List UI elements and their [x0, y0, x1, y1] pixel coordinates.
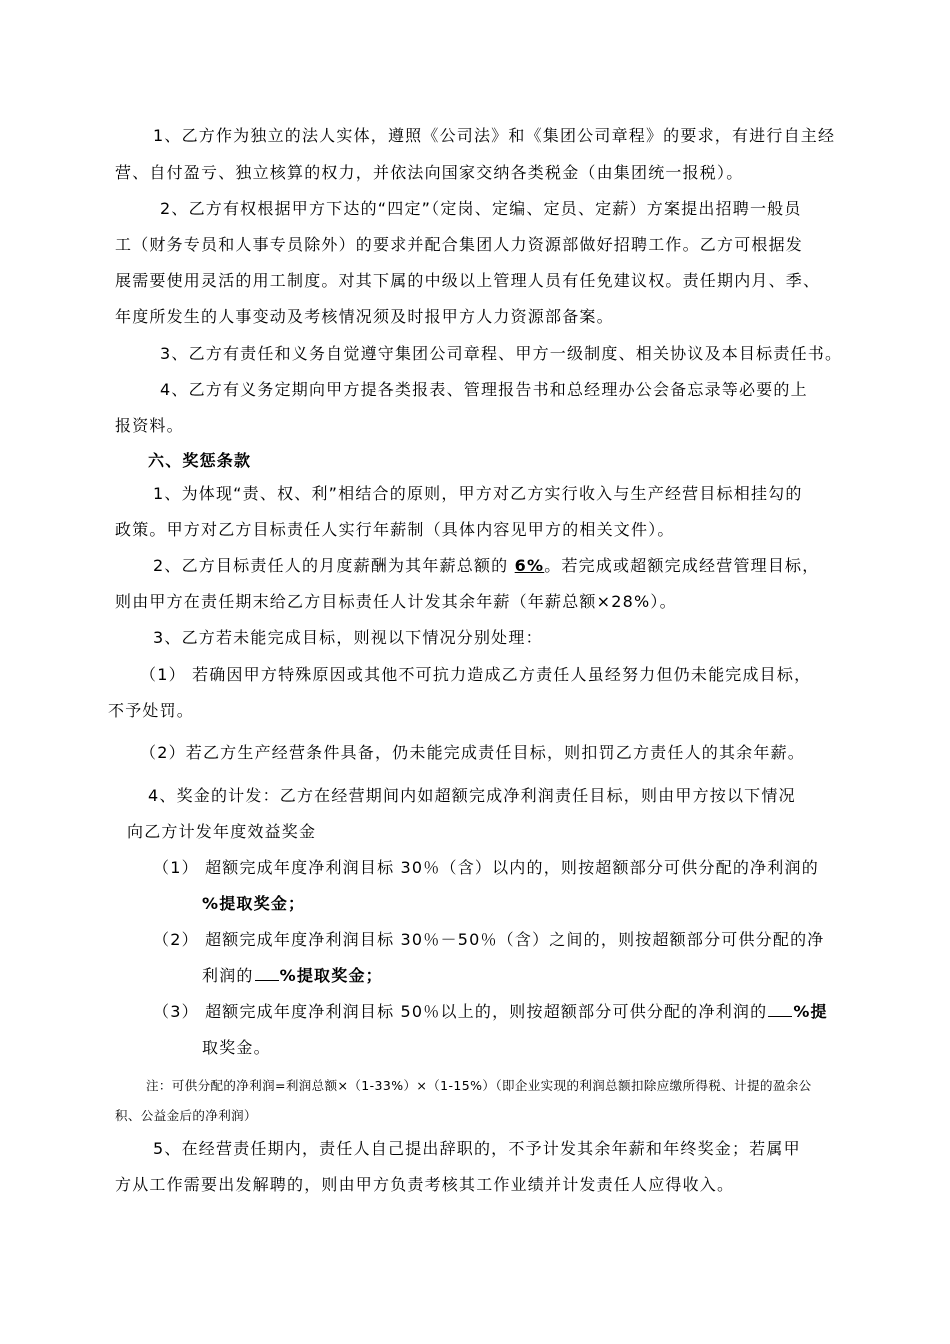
bonus-item-1-line-2: %提取奖金；	[202, 894, 306, 913]
bonus-item-3-text-b: %提	[793, 1002, 828, 1021]
reward-para-1-line-1: 1、为体现“责、权、利”相结合的原则，甲方对乙方实行收入与生产经营目标相挂勾的	[153, 484, 803, 503]
section-6-heading: 六、奖惩条款	[148, 451, 252, 470]
reward-para-2-text-a: 2、乙方目标责任人的月度薪酬为其年薪总额的	[153, 556, 515, 575]
bonus-para-line-1: 4、奖金的计发：乙方在经营期间内如超额完成净利润责任目标，则由甲方按以下情况	[148, 786, 796, 805]
clause-2-line-3: 展需要使用灵活的用工制度。对其下属的中级以上管理人员有任免建议权。责任期内月、季、	[115, 271, 821, 290]
reward-para-3-line-1: 3、乙方若未能完成目标，则视以下情况分别处理：	[153, 628, 543, 647]
reward-para-5-line-1: 5、在经营责任期内，责任人自己提出辞职的，不予计发其余年薪和年终奖金；若属甲	[153, 1139, 801, 1158]
reward-para-2-text-b: 。若完成或超额完成经营管理目标，	[544, 556, 820, 575]
clause-2-line-4: 年度所发生的人事变动及考核情况须及时报甲方人力资源部备案。	[115, 307, 614, 326]
penalty-item-1-line-2: 不予处罚。	[108, 701, 195, 720]
bonus-item-3-line-2: 取奖金。	[202, 1038, 271, 1057]
bonus-item-2-text-a: 利润的	[202, 966, 254, 985]
bonus-item-2-text-b: %提取奖金；	[279, 966, 383, 985]
reward-para-1-line-2: 政策。甲方对乙方目标责任人实行年薪制（具体内容见甲方的相关文件）。	[115, 520, 675, 539]
bonus-item-1-line-1: （1） 超额完成年度净利润目标 30％（含）以内的，则按超额部分可供分配的净利润的	[153, 858, 819, 877]
bonus-item-3-blank	[768, 1002, 792, 1017]
clause-2-line-2: 工（财务专员和人事专员除外）的要求并配合集团人力资源部做好招聘工作。乙方可根据发	[115, 235, 804, 254]
clause-4-line-1: 4、乙方有义务定期向甲方提各类报表、管理报告书和总经理办公会备忘录等必要的上	[160, 380, 808, 399]
clause-1-line-2: 营、自付盈亏、独立核算的权力，并依法向国家交纳各类税金（由集团统一报税）。	[115, 163, 744, 182]
bonus-item-2-line-2	[202, 965, 383, 987]
bonus-item-2-line-1: （2） 超额完成年度净利润目标 30％－50％（含）之间的，则按超额部分可供分配的净	[153, 930, 825, 949]
monthly-pay-percent: 6%	[514, 556, 545, 575]
reward-para-2-line-2: 则由甲方在责任期末给乙方目标责任人计发其余年薪（年薪总额×28%）。	[115, 592, 677, 611]
clause-2-line-1: 2、乙方有权根据甲方下达的“四定”（定岗、定编、定员、定薪）方案提出招聘一般员	[160, 199, 802, 218]
reward-para-2-line-1	[153, 555, 819, 577]
penalty-item-1-line-1: （1） 若确因甲方特殊原因或其他不可抗力造成乙方责任人虽经努力但仍未能完成目标，	[140, 665, 812, 684]
clause-1-line-1: 1、乙方作为独立的法人实体，遵照《公司法》和《集团公司章程》的要求，有进行自主经	[153, 126, 836, 145]
clause-3-line-1: 3、乙方有责任和义务自觉遵守集团公司章程、甲方一级制度、相关协议及本目标责任书。	[160, 344, 843, 363]
reward-para-5-line-2: 方从工作需要出发解聘的，则由甲方负责考核其工作业绩并计发责任人应得收入。	[115, 1175, 735, 1194]
bonus-item-3-line-1	[153, 1001, 828, 1023]
bonus-item-3-text-a: （3） 超额完成年度净利润目标 50％以上的，则按超额部分可供分配的净利润的	[153, 1002, 768, 1021]
penalty-item-2: （2）若乙方生产经营条件具备，仍未能完成责任目标，则扣罚乙方责任人的其余年薪。	[140, 743, 805, 762]
bonus-item-2-blank	[255, 966, 279, 981]
note-line-1: 注：可供分配的净利润=利润总额×（1-33%）×（1-15%）（即企业实现的利润总额扣除应缴所得税、计提的盈余公	[146, 1078, 812, 1093]
clause-4-line-2: 报资料。	[115, 416, 184, 435]
bonus-para-line-2: 向乙方计发年度效益奖金	[127, 822, 317, 841]
note-line-2: 积、公益金后的净利润）	[115, 1108, 257, 1123]
